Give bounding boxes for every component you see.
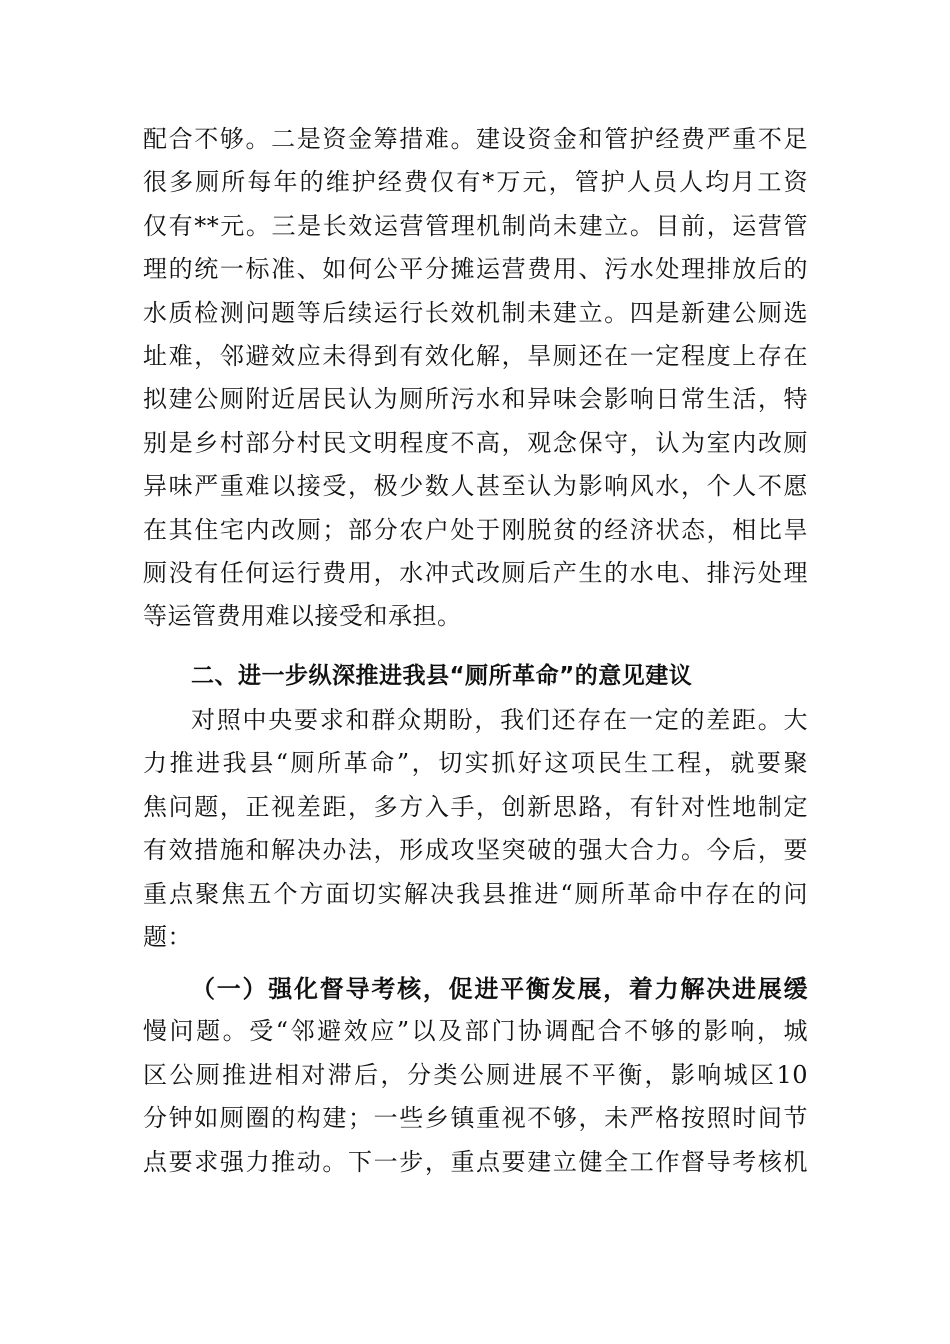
- text-line: 别是乡村部分村民文明程度不高，观念保守，认为室内改厕: [143, 428, 808, 457]
- text-line: 对照中央要求和群众期盼，我们还存在一定的差距。大: [191, 706, 808, 734]
- text-line: 题：: [143, 922, 192, 951]
- text-line: 分钟如厕圈的构建；一些乡镇重视不够，未严格按照时间节: [143, 1104, 808, 1133]
- text-line: 重点聚焦五个方面切实解决我县推进“厕所革命中存在的问: [143, 879, 808, 908]
- text-line: 厕没有任何运行费用，水冲式改厕后产生的水电、排污处理: [143, 558, 808, 587]
- text-line: 有效措施和解决办法，形成攻坚突破的强大合力。今后，要: [143, 836, 808, 865]
- section-heading-2: [143, 655, 808, 698]
- paragraph-intro: [143, 699, 808, 959]
- text-line: 水质检测问题等后续运行长效机制未建立。四是新建公厕选: [143, 298, 808, 327]
- text-line: 配合不够。二是资金筹措难。建设资金和管护经费严重不足: [143, 125, 808, 153]
- text-line: 等运管费用难以接受和承担。: [143, 602, 462, 631]
- text-line: 异味严重难以接受，极少数人甚至认为影响风水，个人不愿: [143, 472, 808, 501]
- text-line: 力推进我县“厕所革命”，切实抓好这项民生工程，就要聚: [143, 749, 808, 778]
- text-line: 址难，邻避效应未得到有效化解，旱厕还在一定程度上存在: [143, 341, 808, 370]
- text-line: 理的统一标准、如何公平分摊运营费用、污水处理排放后的: [143, 255, 808, 284]
- text-line: 仅有**元。三是长效运营管理机制尚未建立。目前，运营管: [143, 211, 808, 240]
- text-line: 拟建公厕附近居民认为厕所污水和异味会影响日常生活，特: [143, 385, 808, 414]
- subsection-title: （一）强化督导考核，促进平衡发展，着力解决进展缓: [191, 974, 808, 1003]
- text-line: 在其住宅内改厕；部分农户处于刚脱贫的经济状态，相比旱: [143, 515, 808, 544]
- paragraph-item-1: [143, 967, 808, 1184]
- text-line: 区公厕推进相对滞后，分类公厕进展不平衡，影响城区10: [143, 1060, 808, 1089]
- text-line: 点要求强力推动。下一步，重点要建立健全工作督导考核机: [143, 1147, 808, 1176]
- text-line: 焦问题，正视差距，多方入手，创新思路，有针对性地制定: [143, 792, 808, 821]
- section-title: 二、进一步纵深推进我县“厕所革命”的意见建议: [191, 663, 693, 689]
- text-line: 慢问题。受“邻避效应”以及部门协调配合不够的影响，城: [143, 1017, 808, 1046]
- paragraph-problems: [143, 118, 808, 639]
- text-line: 很多厕所每年的维护经费仅有*万元，管护人员人均月工资: [143, 168, 808, 197]
